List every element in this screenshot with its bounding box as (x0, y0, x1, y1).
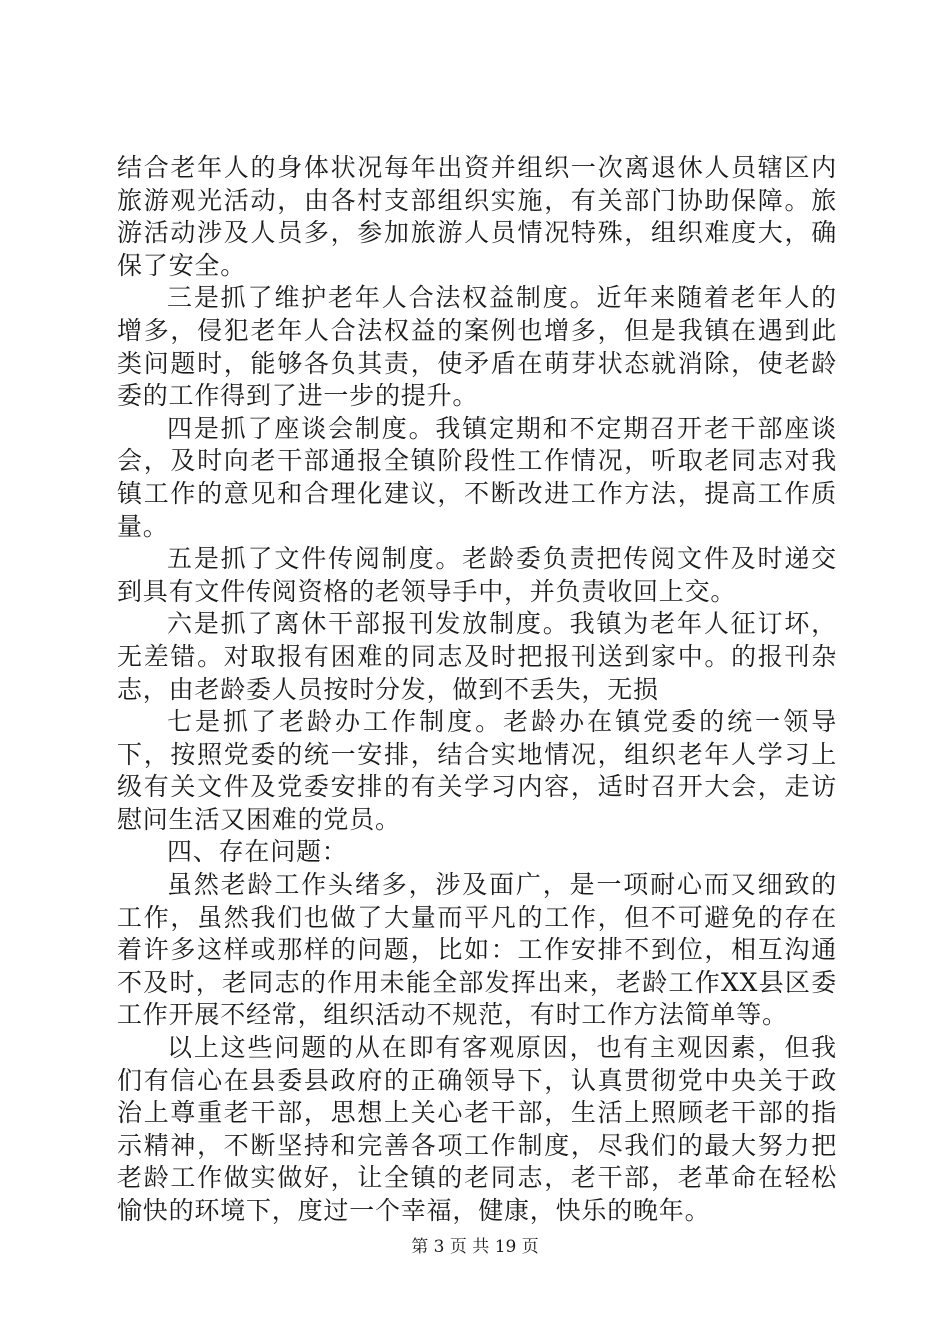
paragraph-7: 虽然老龄工作头绪多，涉及面广，是一项耐心而又细致的工作，虽然我们也做了大量而平凡的工作，但不可避免的存在着许多这样或那样的问题，比如：工作安排不到位，相互沟通不及时，老同志的作用未能全部发挥出来，老龄工作XX县区委工作开展不经常，组织活动不规范，有时工作方法简单等。 (117, 870, 837, 1030)
paragraph-5: 六是抓了离休干部报刊发放制度。我镇为老年人征订坏，无差错。对取报有困难的同志及时把报刊送到家中。的报刊杂志，由老龄委人员按时分发，做到不丢失，无损 (117, 609, 837, 704)
paragraph-1: 结合老年人的身体状况每年出资并组织一次离退休人员辖区内旅游观光活动，由各村支部组织实施，有关部门协助保障。旅游活动涉及人员多，参加旅游人员情况特殊，组织难度大，确保了安全。 (117, 153, 837, 280)
paragraph-2: 三是抓了维护老年人合法权益制度。近年来随着老年人的增多，侵犯老年人合法权益的案例也增多，但是我镇在遇到此类问题时，能够各负其责，使矛盾在萌芽状态就消除，使老龄委的工作得到了进一步的提升。 (117, 283, 837, 411)
page-number-footer: 第 3 页 共 19 页 (411, 1237, 539, 1257)
paragraph-3: 四是抓了座谈会制度。我镇定期和不定期召开老干部座谈会，及时向老干部通报全镇阶段性工作情况，听取老同志对我镇工作的意见和合理化建议，不断改进工作方法，提高工作质量。 (117, 413, 837, 541)
paragraph-6: 七是抓了老龄办工作制度。老龄办在镇党委的统一领导下，按照党委的统一安排，结合实地情况，组织老年人学习上级有关文件及党委安排的有关学习内容，适时召开大会，走访慰问生活又困难的党员。 (117, 707, 837, 834)
paragraph-8: 以上这些问题的从在即有客观原因，也有主观因素，但我们有信心在县委县政府的正确领导下，认真贯彻党中央关于政治上尊重老干部，思想上关心老干部，生活上照顾老干部的指示精神，不断坚持和完善各项工作制度，尽我们的最大努力把老龄工作做实做好，让全镇的老同志，老干部，老革命在轻松愉快的环境下，度过一个幸福，健康，快乐的晚年。 (117, 1033, 837, 1225)
section-heading: 四、存在问题： (167, 837, 348, 867)
document-body (117, 152, 837, 1228)
paragraph-4: 五是抓了文件传阅制度。老龄委负责把传阅文件及时递交到具有文件传阅资格的老领导手中，并负责收回上交。 (117, 544, 837, 606)
